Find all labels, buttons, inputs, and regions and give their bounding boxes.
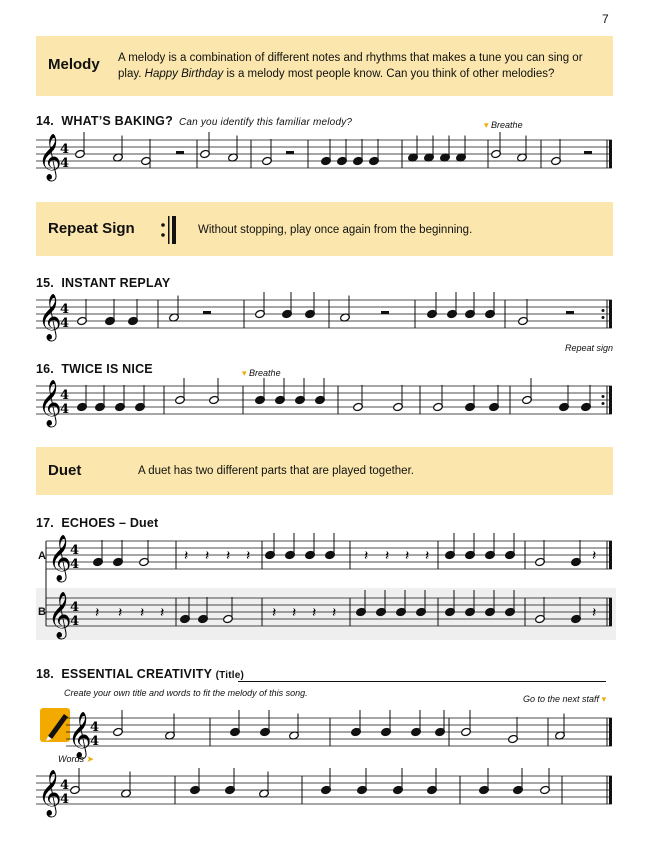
quarter-rest: 𝄽	[292, 605, 297, 621]
quarter-rest: 𝄽	[332, 605, 337, 621]
final-bar-line	[609, 300, 612, 328]
exercise-18-instruction: Create your own title and words to fit the melody of this song.	[64, 688, 308, 698]
final-bar-line	[609, 140, 612, 168]
next-staff-label: Go to the next staff ▾	[523, 694, 607, 704]
final-bar-line	[609, 718, 612, 746]
quarter-rest: 𝄽	[405, 548, 410, 564]
melody-box-text: A melody is a combination of different notes and rhythms that makes a tune you can sing or play. Happy Birthday is a melody most people know. Can you think of other melodies?	[118, 52, 583, 80]
exercise-17-title: 17. ECHOES – Duet	[36, 516, 159, 530]
repeat-box-title: Repeat Sign	[48, 220, 135, 237]
time-signature: 4	[60, 302, 70, 317]
quarter-rest: 𝄽	[205, 548, 210, 564]
duet-box-title: Duet	[48, 462, 82, 479]
time-signature: 4	[60, 792, 70, 807]
repeat-sign-label: Repeat sign	[565, 343, 614, 353]
exercise-16-title: 16. TWICE IS NICE	[36, 362, 153, 376]
page-number: 7	[602, 12, 609, 26]
time-signature: 4	[70, 600, 80, 615]
quarter-rest: 𝄽	[246, 548, 251, 564]
half-rest	[381, 311, 389, 314]
exercise-18-title: 18. ESSENTIAL CREATIVITY (Title)	[36, 667, 245, 681]
duet-part-a-label: A	[38, 550, 46, 562]
repeat-dot	[602, 402, 605, 405]
treble-clef-icon: 𝄞	[38, 380, 62, 426]
half-rest	[176, 151, 184, 154]
words-label: Words ➤	[58, 754, 95, 764]
half-rest	[584, 151, 592, 154]
quarter-rest: 𝄽	[272, 605, 277, 621]
breathe-label: ▾ Breathe	[484, 120, 523, 130]
quarter-rest: 𝄽	[160, 605, 165, 621]
quarter-rest: 𝄽	[226, 548, 231, 564]
time-signature: 4	[90, 734, 100, 749]
final-bar-line	[609, 598, 612, 626]
quarter-rest: 𝄽	[592, 605, 597, 621]
treble-clef-icon: 𝄞	[68, 712, 92, 758]
time-signature: 4	[70, 543, 80, 558]
treble-clef-icon: 𝄞	[48, 535, 72, 581]
half-rest	[203, 311, 211, 314]
quarter-rest: 𝄽	[312, 605, 317, 621]
final-bar-line	[609, 776, 612, 804]
breathe-label: ▾ Breathe	[242, 368, 281, 378]
repeat-dot	[602, 395, 605, 398]
quarter-rest: 𝄽	[425, 548, 430, 564]
time-signature: 4	[70, 557, 80, 572]
exercise-14-title: 14. WHAT’S BAKING? Can you identify this familiar melody?	[36, 114, 353, 128]
time-signature: 4	[60, 142, 70, 157]
time-signature: 4	[60, 778, 70, 793]
time-signature: 4	[70, 614, 80, 629]
treble-clef-icon: 𝄞	[38, 770, 62, 816]
final-bar-line	[609, 541, 612, 569]
half-rest	[286, 151, 294, 154]
time-signature: 4	[60, 388, 70, 403]
repeat-box-text: Without stopping, play once again from the beginning.	[198, 224, 473, 236]
repeat-dot	[602, 309, 605, 312]
quarter-rest: 𝄽	[184, 548, 189, 564]
exercise-15-title: 15. INSTANT REPLAY	[36, 276, 171, 290]
time-signature: 4	[60, 402, 70, 417]
treble-clef-icon: 𝄞	[38, 294, 62, 340]
time-signature: 4	[90, 720, 100, 735]
half-rest	[566, 311, 574, 314]
duet-part-b-label: B	[38, 606, 46, 618]
quarter-rest: 𝄽	[364, 548, 369, 564]
quarter-rest: 𝄽	[118, 605, 123, 621]
repeat-dot	[602, 316, 605, 319]
time-signature: 4	[60, 316, 70, 331]
quarter-rest: 𝄽	[385, 548, 390, 564]
quarter-rest: 𝄽	[140, 605, 145, 621]
time-signature: 4	[60, 156, 70, 171]
treble-clef-icon: 𝄞	[38, 134, 62, 180]
final-bar-line	[609, 386, 612, 414]
treble-clef-icon: 𝄞	[48, 592, 72, 638]
quarter-rest: 𝄽	[592, 548, 597, 564]
melody-box-title: Melody	[48, 56, 100, 73]
quarter-rest: 𝄽	[95, 605, 100, 621]
duet-box-text: A duet has two different parts that are played together.	[138, 465, 414, 477]
